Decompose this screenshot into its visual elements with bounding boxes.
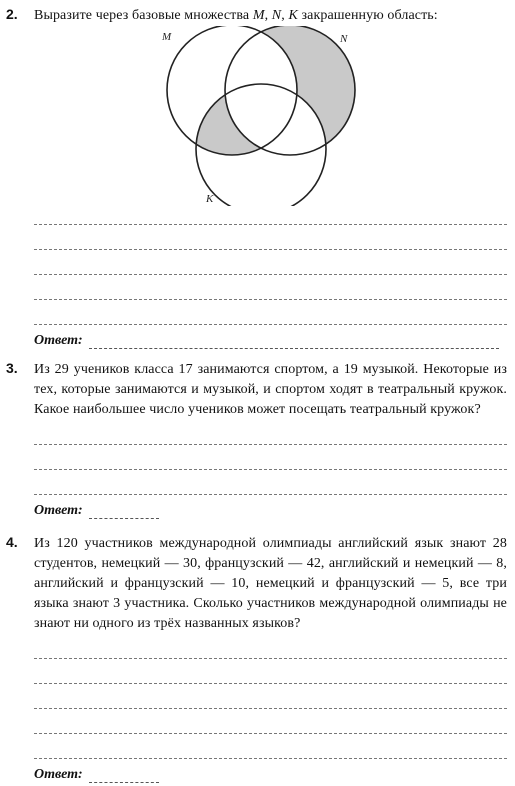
label-k: K <box>206 193 214 205</box>
writing-line[interactable] <box>34 250 507 275</box>
task-number: 4. <box>6 534 18 550</box>
answer-row <box>34 767 507 783</box>
task-2-workspace <box>6 200 507 349</box>
answer-row <box>34 503 507 519</box>
writing-line[interactable] <box>34 470 507 495</box>
writing-line[interactable] <box>34 275 507 300</box>
answer-lines[interactable] <box>34 200 507 325</box>
answer-label: Ответ: <box>34 767 83 782</box>
writing-line[interactable] <box>34 734 507 759</box>
writing-line[interactable] <box>34 200 507 225</box>
task-3 <box>6 360 507 519</box>
writing-line[interactable] <box>34 634 507 659</box>
label-m: M <box>162 31 172 43</box>
answer-field[interactable] <box>89 770 159 783</box>
answer-lines[interactable] <box>34 420 507 495</box>
answer-field[interactable] <box>89 506 159 519</box>
answer-field[interactable] <box>89 336 499 349</box>
answer-row <box>34 333 507 349</box>
task-number: 3. <box>6 360 18 376</box>
writing-line[interactable] <box>34 709 507 734</box>
writing-line[interactable] <box>34 445 507 470</box>
writing-line[interactable] <box>34 225 507 250</box>
answer-lines[interactable] <box>34 634 507 759</box>
task-text: Выразите через базовые множества M, N, K закрашенную область: <box>34 8 438 23</box>
task-text: Из 120 участников международной олимпиады английский язык знают 28 студентов, немецкий — 30, французский — 42, английский и немецкий — 8, английский и французский — 10, немецкий и французский — 5, все три языка знают 3 участника. Сколько участников международной олимпиады не знают ни одного из трёх названных языков? <box>34 536 507 631</box>
venn-diagram <box>150 26 370 206</box>
writing-line[interactable] <box>34 684 507 709</box>
task-number: 2. <box>6 6 18 22</box>
task-4 <box>6 534 507 783</box>
answer-label: Ответ: <box>34 503 83 518</box>
task-text: Из 29 учеников класса 17 занимаются спортом, а 19 музыкой. Некоторые из тех, которые занимаются и музыкой, и спортом ходят в театральный кружок. Какое наибольшее число учеников может посещать театральный кружок? <box>34 362 507 417</box>
answer-label: Ответ: <box>34 333 83 348</box>
writing-line[interactable] <box>34 300 507 325</box>
writing-line[interactable] <box>34 659 507 684</box>
task-2 <box>6 6 507 26</box>
writing-line[interactable] <box>34 420 507 445</box>
label-n: N <box>340 33 348 45</box>
